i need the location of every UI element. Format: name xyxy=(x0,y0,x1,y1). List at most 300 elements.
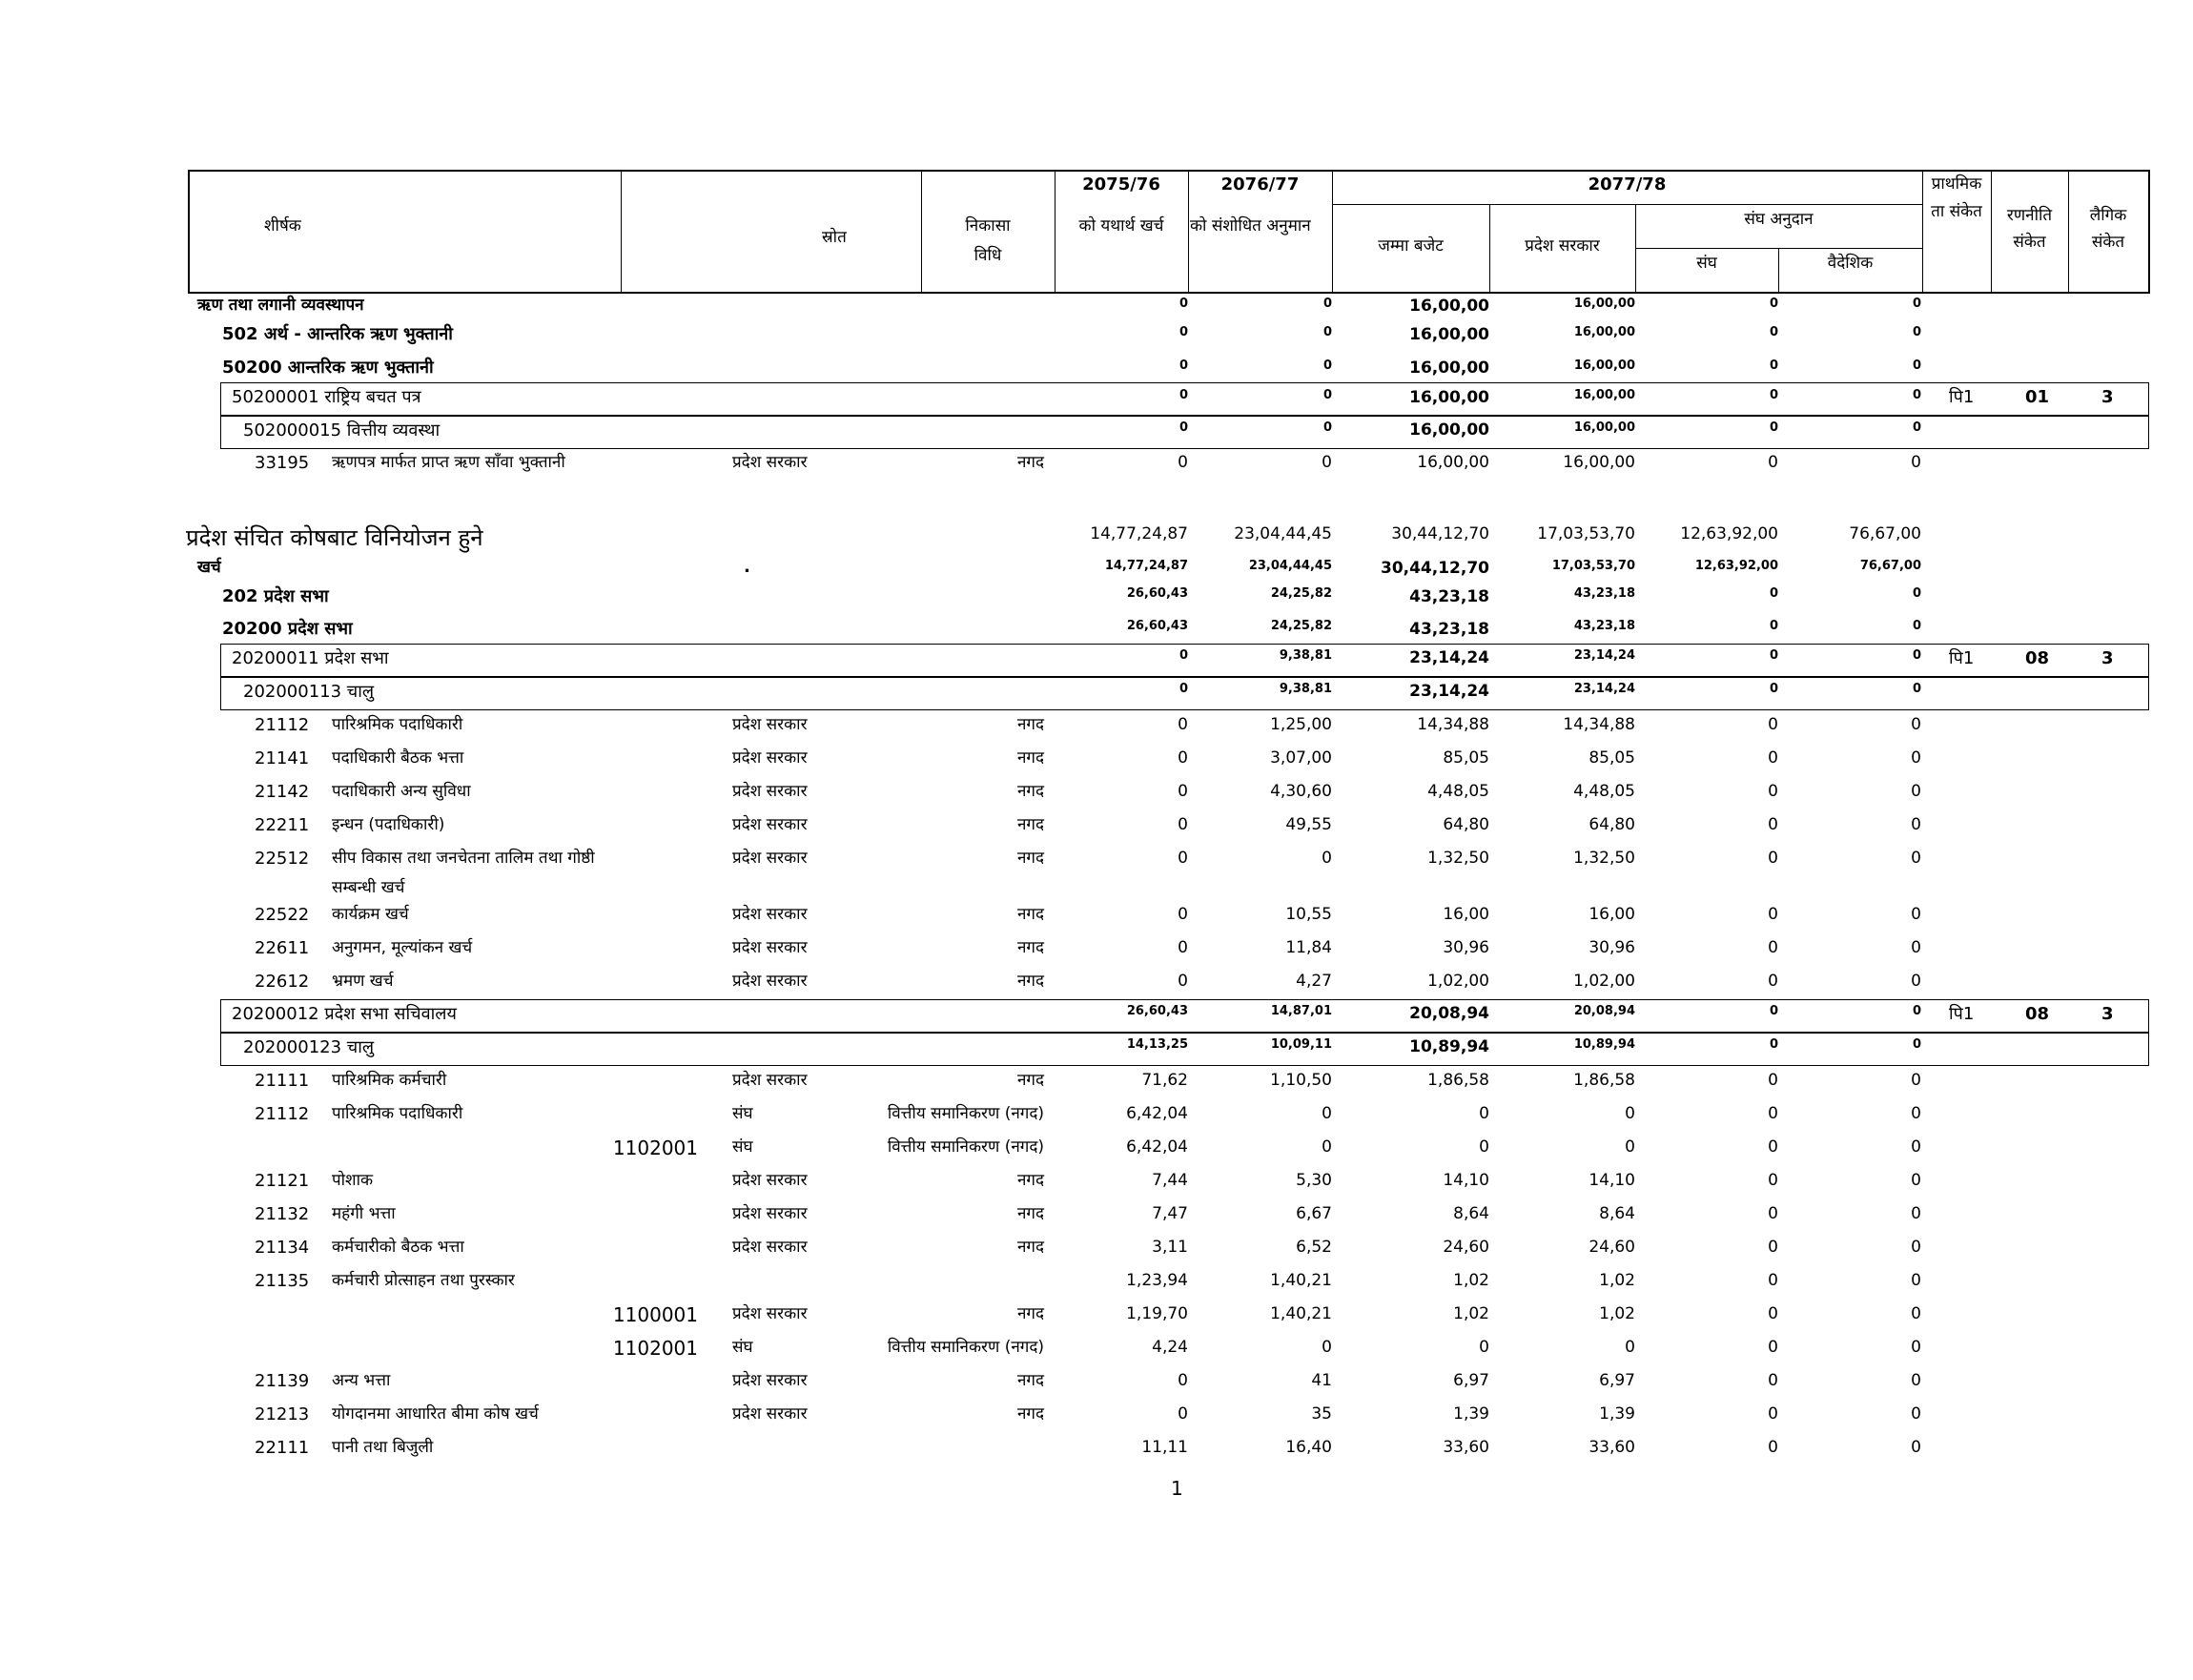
header-priority-1: प्राथमिक xyxy=(1931,174,1982,194)
priority-code: पि1 xyxy=(1949,648,1975,668)
gender-code: 3 xyxy=(2101,648,2114,668)
value-cell: 26,60,43 xyxy=(1126,586,1188,601)
value-cell: 0 xyxy=(1768,1137,1778,1157)
value-cell: 9,38,81 xyxy=(1279,682,1332,696)
value-cell: 0 xyxy=(1912,297,1921,311)
header-method-2: विधि xyxy=(974,246,1002,265)
value-cell: 33,60 xyxy=(1588,1438,1635,1457)
value-cell: 0 xyxy=(1768,453,1778,472)
value-cell: 1,86,58 xyxy=(1573,1071,1635,1090)
value-cell: 0 xyxy=(1911,715,1921,734)
subprogram-title: 202000113 चालु xyxy=(243,682,375,702)
item-source: प्रदेश सरकार xyxy=(732,815,808,834)
item-name: कर्मचारी प्रोत्साहन तथा पुरस्कार xyxy=(332,1271,515,1290)
value-cell: 76,67,00 xyxy=(1849,524,1921,543)
item-source: प्रदेश सरकार xyxy=(732,782,808,801)
program-title: 20200011 प्रदेश सभा xyxy=(232,648,389,668)
item-name: महंगी भत्ता xyxy=(332,1204,396,1223)
header-title: शीर्षक xyxy=(264,216,301,236)
header-source: स्रोत xyxy=(822,228,847,247)
expense-label: खर्च xyxy=(197,558,221,577)
value-cell: 14,77,24,87 xyxy=(1104,559,1188,573)
item-name: अनुगमन, मूल्यांकन खर्च xyxy=(332,938,473,957)
item-source: प्रदेश सरकार xyxy=(732,748,808,768)
value-cell: 0 xyxy=(1912,682,1921,696)
value-cell: 1,02 xyxy=(1599,1271,1635,1290)
program-title: 50200001 राष्ट्रिय बचत पत्र xyxy=(232,387,421,407)
item-name: अन्य भत्ता xyxy=(332,1371,391,1390)
value-cell: 3,07,00 xyxy=(1270,748,1332,768)
big-section-title: प्रदेश संचित कोषबाट विनियोजन हुने xyxy=(186,524,483,551)
value-cell: 0 xyxy=(1769,619,1778,633)
header-strategy-2: संकेत xyxy=(2013,233,2046,252)
item-name: इन्धन (पदाधिकारी) xyxy=(332,815,445,834)
value-cell: 43,23,18 xyxy=(1409,620,1489,639)
value-cell: 14,34,88 xyxy=(1417,715,1489,734)
dot-marker: . xyxy=(744,557,750,577)
value-cell: 0 xyxy=(1178,388,1188,402)
value-cell: 0 xyxy=(1322,388,1332,402)
item-method: नगद xyxy=(1016,1404,1044,1424)
item-code: 21121 xyxy=(255,1171,310,1191)
value-cell: 1,40,21 xyxy=(1270,1271,1332,1290)
item-source: प्रदेश सरकार xyxy=(732,1371,808,1390)
value-cell: 0 xyxy=(1768,815,1778,834)
item-name: पारिश्रमिक पदाधिकारी xyxy=(332,715,463,734)
value-cell: 0 xyxy=(1768,1271,1778,1290)
item-source: प्रदेश सरकार xyxy=(732,938,808,957)
value-cell: 16,00,00 xyxy=(1409,388,1489,407)
value-cell: 0 xyxy=(1911,1104,1921,1123)
item-code: 21134 xyxy=(255,1238,310,1258)
value-cell: 23,04,44,45 xyxy=(1234,524,1332,543)
value-cell: 0 xyxy=(1768,1071,1778,1090)
header-method-1: निकासा xyxy=(965,216,1011,236)
item-name: पदाधिकारी बैठक भत्ता xyxy=(332,748,464,768)
value-cell: 10,89,94 xyxy=(1573,1037,1635,1052)
value-cell: 6,42,04 xyxy=(1126,1137,1188,1157)
header-fy-2075: 2075/76 xyxy=(1082,174,1160,195)
value-cell: 16,00,00 xyxy=(1563,453,1635,472)
value-cell: 0 xyxy=(1768,972,1778,991)
item-method: नगद xyxy=(1016,1171,1044,1190)
value-cell: 0 xyxy=(1178,420,1188,435)
value-cell: 76,67,00 xyxy=(1859,559,1921,573)
header-strategy-1: रणनीति xyxy=(2006,206,2053,225)
value-cell: 0 xyxy=(1911,782,1921,801)
item-code: 33195 xyxy=(255,453,310,473)
value-cell: 16,00,00 xyxy=(1409,359,1489,378)
value-cell: 71,62 xyxy=(1141,1071,1188,1090)
value-cell: 0 xyxy=(1912,619,1921,633)
item-source: प्रदेश सरकार xyxy=(732,905,808,924)
item-method: नगद xyxy=(1016,1304,1044,1323)
item-method: नगद xyxy=(1016,782,1044,801)
value-cell: 20,08,94 xyxy=(1573,1004,1635,1018)
value-cell: 0 xyxy=(1178,815,1188,834)
value-cell: 0 xyxy=(1178,972,1188,991)
item-method: नगद xyxy=(1016,453,1044,472)
value-cell: 7,47 xyxy=(1152,1204,1188,1223)
item-code: 22611 xyxy=(255,938,310,958)
value-cell: 24,25,82 xyxy=(1270,586,1332,601)
value-cell: 0 xyxy=(1625,1104,1635,1123)
value-cell: 14,87,01 xyxy=(1270,1004,1332,1018)
item-name: पारिश्रमिक कर्मचारी xyxy=(332,1071,447,1090)
value-cell: 0 xyxy=(1178,453,1188,472)
value-cell: 0 xyxy=(1178,748,1188,768)
value-cell: 0 xyxy=(1479,1338,1489,1357)
value-cell: 0 xyxy=(1768,849,1778,868)
strategy-code: 08 xyxy=(2025,1004,2050,1024)
item-source: प्रदेश सरकार xyxy=(732,1071,808,1090)
value-cell: 0 xyxy=(1911,815,1921,834)
value-cell: 0 xyxy=(1768,905,1778,924)
gender-code: 3 xyxy=(2101,387,2114,407)
value-cell: 23,14,24 xyxy=(1409,682,1489,701)
value-cell: 0 xyxy=(1178,1371,1188,1390)
office-title: 50200 आन्तरिक ऋण भुक्तानी xyxy=(222,358,434,378)
value-cell: 14,34,88 xyxy=(1563,715,1635,734)
value-cell: 0 xyxy=(1911,905,1921,924)
value-cell: 12,63,92,00 xyxy=(1680,524,1778,543)
item-code: 22211 xyxy=(255,815,310,835)
item-method: नगद xyxy=(1016,972,1044,991)
value-cell: 1,25,00 xyxy=(1270,715,1332,734)
section-title: ऋण तथा लगानी व्यवस्थापन xyxy=(197,296,364,315)
value-cell: 4,48,05 xyxy=(1573,782,1635,801)
value-cell: 1,02,00 xyxy=(1573,972,1635,991)
value-cell: 0 xyxy=(1322,297,1332,311)
item-source: प्रदेश सरकार xyxy=(732,453,808,472)
item-code: 21112 xyxy=(255,1104,310,1124)
item-method: नगद xyxy=(1016,938,1044,957)
header-gender-2: संकेत xyxy=(2091,233,2125,252)
value-cell: 0 xyxy=(1911,748,1921,768)
value-cell: 0 xyxy=(1912,648,1921,663)
value-cell: 30,96 xyxy=(1588,938,1635,957)
item-source: प्रदेश सरकार xyxy=(732,1304,808,1323)
item-name-line2: सम्बन्धी खर्च xyxy=(332,878,405,897)
item-code: 21139 xyxy=(255,1371,310,1391)
value-cell: 0 xyxy=(1912,420,1921,435)
ministry-title: 202 प्रदेश सभा xyxy=(222,586,329,606)
value-cell: 26,60,43 xyxy=(1126,619,1188,633)
value-cell: 24,25,82 xyxy=(1270,619,1332,633)
value-cell: 1,39 xyxy=(1453,1404,1489,1424)
item-method: वित्तीय समानिकरण (नगद) xyxy=(887,1338,1044,1357)
item-method: नगद xyxy=(1016,715,1044,734)
value-cell: 0 xyxy=(1768,782,1778,801)
value-cell: 16,40 xyxy=(1285,1438,1332,1457)
value-cell: 0 xyxy=(1768,938,1778,957)
value-cell: 0 xyxy=(1911,1438,1921,1457)
value-cell: 0 xyxy=(1769,648,1778,663)
value-cell: 1,19,70 xyxy=(1126,1304,1188,1323)
value-cell: 0 xyxy=(1911,1238,1921,1257)
header-total-budget: जम्मा बजेट xyxy=(1378,236,1444,256)
value-cell: 0 xyxy=(1768,715,1778,734)
item-method: वित्तीय समानिकरण (नगद) xyxy=(887,1104,1044,1123)
value-cell: 4,27 xyxy=(1296,972,1332,991)
item-method: नगद xyxy=(1016,905,1044,924)
value-cell: 0 xyxy=(1625,1137,1635,1157)
value-cell: 6,42,04 xyxy=(1126,1104,1188,1123)
value-cell: 0 xyxy=(1178,682,1188,696)
value-cell: 0 xyxy=(1768,1304,1778,1323)
value-cell: 0 xyxy=(1911,1137,1921,1157)
item-code: 21111 xyxy=(255,1071,310,1091)
value-cell: 1,32,50 xyxy=(1427,849,1489,868)
value-cell: 0 xyxy=(1911,1338,1921,1357)
value-cell: 4,48,05 xyxy=(1427,782,1489,801)
value-cell: 11,84 xyxy=(1285,938,1332,957)
item-name: पानी तथा बिजुली xyxy=(332,1438,434,1457)
value-cell: 0 xyxy=(1912,388,1921,402)
value-cell: 0 xyxy=(1625,1338,1635,1357)
header-federal: संघ xyxy=(1696,254,1717,273)
value-cell: 0 xyxy=(1911,849,1921,868)
value-cell: 0 xyxy=(1178,359,1188,373)
value-cell: 35 xyxy=(1311,1404,1332,1424)
item-source: प्रदेश सरकार xyxy=(732,1238,808,1257)
item-method: नगद xyxy=(1016,815,1044,834)
value-cell: 0 xyxy=(1322,453,1332,472)
value-cell: 0 xyxy=(1912,1004,1921,1018)
gender-code: 3 xyxy=(2101,1004,2114,1024)
value-cell: 0 xyxy=(1911,1271,1921,1290)
item-name: पदाधिकारी अन्य सुविधा xyxy=(332,782,471,801)
value-cell: 0 xyxy=(1769,1037,1778,1052)
value-cell: 26,60,43 xyxy=(1126,1004,1188,1018)
value-cell: 64,80 xyxy=(1443,815,1489,834)
value-cell: 10,09,11 xyxy=(1270,1037,1332,1052)
value-cell: 0 xyxy=(1322,1104,1332,1123)
value-cell: 0 xyxy=(1768,1204,1778,1223)
value-cell: 12,63,92,00 xyxy=(1694,559,1778,573)
source-code: 1100001 xyxy=(612,1303,698,1326)
header-foreign: वैदेशिक xyxy=(1827,254,1874,273)
program-title: 20200012 प्रदेश सभा सचिवालय xyxy=(232,1004,457,1024)
value-cell: 1,23,94 xyxy=(1126,1271,1188,1290)
item-code: 22512 xyxy=(255,849,310,869)
item-method: वित्तीय समानिकरण (नगद) xyxy=(887,1137,1044,1157)
item-code: 21135 xyxy=(255,1271,310,1291)
priority-code: पि1 xyxy=(1949,1004,1975,1024)
item-source: प्रदेश सरकार xyxy=(732,849,808,868)
value-cell: 0 xyxy=(1769,420,1778,435)
item-name: सीप विकास तथा जनचेतना तालिम तथा गोष्ठी xyxy=(332,849,595,868)
item-source: संघ xyxy=(732,1104,753,1123)
value-cell: 16,00,00 xyxy=(1573,359,1635,373)
value-cell: 14,10 xyxy=(1443,1171,1489,1190)
value-cell: 1,02 xyxy=(1453,1271,1489,1290)
value-cell: 0 xyxy=(1322,849,1332,868)
value-cell: 17,03,53,70 xyxy=(1537,524,1635,543)
value-cell: 1,02 xyxy=(1599,1304,1635,1323)
item-method: नगद xyxy=(1016,849,1044,868)
value-cell: 0 xyxy=(1322,420,1332,435)
value-cell: 6,67 xyxy=(1296,1204,1332,1223)
item-method: नगद xyxy=(1016,1371,1044,1390)
value-cell: 0 xyxy=(1178,297,1188,311)
value-cell: 0 xyxy=(1178,325,1188,339)
item-source: प्रदेश सरकार xyxy=(732,1404,808,1424)
value-cell: 85,05 xyxy=(1588,748,1635,768)
value-cell: 0 xyxy=(1178,715,1188,734)
value-cell: 0 xyxy=(1769,297,1778,311)
item-code: 22111 xyxy=(255,1438,310,1458)
value-cell: 24,60 xyxy=(1588,1238,1635,1257)
value-cell: 30,44,12,70 xyxy=(1380,559,1489,578)
item-method: नगद xyxy=(1016,748,1044,768)
value-cell: 6,97 xyxy=(1453,1371,1489,1390)
value-cell: 16,00,00 xyxy=(1573,325,1635,339)
value-cell: 1,40,21 xyxy=(1270,1304,1332,1323)
value-cell: 0 xyxy=(1911,1204,1921,1223)
value-cell: 1,10,50 xyxy=(1270,1071,1332,1090)
value-cell: 49,55 xyxy=(1285,815,1332,834)
item-code: 21132 xyxy=(255,1204,310,1224)
item-method: नगद xyxy=(1016,1071,1044,1090)
value-cell: 1,02 xyxy=(1453,1304,1489,1323)
value-cell: 3,11 xyxy=(1152,1238,1188,1257)
header-priority-2: ता संकेत xyxy=(1931,202,1982,221)
value-cell: 1,39 xyxy=(1599,1404,1635,1424)
item-method: नगद xyxy=(1016,1238,1044,1257)
value-cell: 16,00,00 xyxy=(1417,453,1489,472)
value-cell: 23,04,44,45 xyxy=(1248,559,1332,573)
value-cell: 16,00,00 xyxy=(1409,420,1489,440)
value-cell: 85,05 xyxy=(1443,748,1489,768)
value-cell: 33,60 xyxy=(1443,1438,1489,1457)
value-cell: 43,23,18 xyxy=(1409,587,1489,606)
item-name: योगदानमा आधारित बीमा कोष खर्च xyxy=(332,1404,539,1424)
value-cell: 0 xyxy=(1769,359,1778,373)
value-cell: 0 xyxy=(1322,325,1332,339)
value-cell: 7,44 xyxy=(1152,1171,1188,1190)
strategy-code: 01 xyxy=(2025,387,2050,407)
value-cell: 0 xyxy=(1178,648,1188,663)
value-cell: 30,44,12,70 xyxy=(1391,524,1489,543)
value-cell: 0 xyxy=(1911,1371,1921,1390)
source-code: 1102001 xyxy=(612,1137,698,1159)
item-name: पोशाक xyxy=(332,1171,374,1190)
value-cell: 14,13,25 xyxy=(1126,1037,1188,1052)
value-cell: 0 xyxy=(1768,1338,1778,1357)
header-province-govt: प्रदेश सरकार xyxy=(1525,236,1600,256)
page-number: 1 xyxy=(1171,1477,1183,1500)
value-cell: 0 xyxy=(1769,388,1778,402)
header-fy-2076: 2076/77 xyxy=(1220,174,1300,195)
item-code: 21112 xyxy=(255,715,310,735)
value-cell: 23,14,24 xyxy=(1573,682,1635,696)
header-fy-2077: 2077/78 xyxy=(1588,174,1667,195)
item-code: 22522 xyxy=(255,905,310,925)
value-cell: 16,00,00 xyxy=(1573,297,1635,311)
item-code: 21141 xyxy=(255,748,310,768)
value-cell: 16,00,00 xyxy=(1573,388,1635,402)
item-name: भ्रमण खर्च xyxy=(332,972,394,991)
item-code: 21213 xyxy=(255,1404,310,1424)
value-cell: 6,97 xyxy=(1599,1371,1635,1390)
value-cell: 0 xyxy=(1322,359,1332,373)
value-cell: 20,08,94 xyxy=(1409,1004,1489,1023)
item-source: प्रदेश सरकार xyxy=(732,972,808,991)
value-cell: 0 xyxy=(1768,1404,1778,1424)
value-cell: 41 xyxy=(1311,1371,1332,1390)
value-cell: 0 xyxy=(1322,1137,1332,1157)
item-method: नगद xyxy=(1016,1204,1044,1223)
value-cell: 0 xyxy=(1769,325,1778,339)
value-cell: 8,64 xyxy=(1599,1204,1635,1223)
header-federal-grant: संघ अनुदान xyxy=(1744,210,1814,229)
item-source: संघ xyxy=(732,1338,753,1357)
item-source: प्रदेश सरकार xyxy=(732,1171,808,1190)
item-source: प्रदेश सरकार xyxy=(732,715,808,734)
item-name: पारिश्रमिक पदाधिकारी xyxy=(332,1104,463,1123)
value-cell: 16,00 xyxy=(1588,905,1635,924)
value-cell: 0 xyxy=(1178,905,1188,924)
value-cell: 0 xyxy=(1911,938,1921,957)
value-cell: 0 xyxy=(1479,1137,1489,1157)
value-cell: 16,00 xyxy=(1443,905,1489,924)
value-cell: 6,52 xyxy=(1296,1238,1332,1257)
value-cell: 0 xyxy=(1768,1438,1778,1457)
value-cell: 8,64 xyxy=(1453,1204,1489,1223)
value-cell: 0 xyxy=(1768,1171,1778,1190)
value-cell: 16,00,00 xyxy=(1409,325,1489,344)
value-cell: 11,11 xyxy=(1141,1438,1188,1457)
value-cell: 10,55 xyxy=(1285,905,1332,924)
value-cell: 23,14,24 xyxy=(1573,648,1635,663)
header-actual-expense: को यथार्थ खर्च xyxy=(1078,216,1164,236)
item-code: 21142 xyxy=(255,782,310,802)
value-cell: 24,60 xyxy=(1443,1238,1489,1257)
item-name: कार्यक्रम खर्च xyxy=(332,905,409,924)
value-cell: 14,77,24,87 xyxy=(1090,524,1188,543)
value-cell: 0 xyxy=(1912,1037,1921,1052)
value-cell: 16,00,00 xyxy=(1573,420,1635,435)
value-cell: 10,89,94 xyxy=(1409,1037,1489,1056)
value-cell: 0 xyxy=(1911,453,1921,472)
value-cell: 43,23,18 xyxy=(1573,619,1635,633)
item-name: ऋणपत्र मार्फत प्राप्त ऋण साँवा भुक्तानी xyxy=(332,453,565,472)
office-title: 20200 प्रदेश सभा xyxy=(222,619,353,639)
value-cell: 0 xyxy=(1912,586,1921,601)
value-cell: 0 xyxy=(1479,1104,1489,1123)
value-cell: 14,10 xyxy=(1588,1171,1635,1190)
value-cell: 0 xyxy=(1768,1371,1778,1390)
value-cell: 0 xyxy=(1769,586,1778,601)
value-cell: 64,80 xyxy=(1588,815,1635,834)
priority-code: पि1 xyxy=(1949,387,1975,407)
value-cell: 5,30 xyxy=(1296,1171,1332,1190)
value-cell: 0 xyxy=(1178,1404,1188,1424)
subprogram-title: 202000123 चालु xyxy=(243,1037,375,1057)
item-name: कर्मचारीको बैठक भत्ता xyxy=(332,1238,464,1257)
value-cell: 0 xyxy=(1178,849,1188,868)
value-cell: 0 xyxy=(1768,1238,1778,1257)
strategy-code: 08 xyxy=(2025,648,2050,668)
value-cell: 0 xyxy=(1911,1404,1921,1424)
value-cell: 30,96 xyxy=(1443,938,1489,957)
value-cell: 0 xyxy=(1178,938,1188,957)
value-cell: 0 xyxy=(1911,1171,1921,1190)
item-code: 22612 xyxy=(255,972,310,992)
value-cell: 1,86,58 xyxy=(1427,1071,1489,1090)
ministry-title: 502 अर्थ - आन्तरिक ऋण भुक्तानी xyxy=(222,324,453,344)
